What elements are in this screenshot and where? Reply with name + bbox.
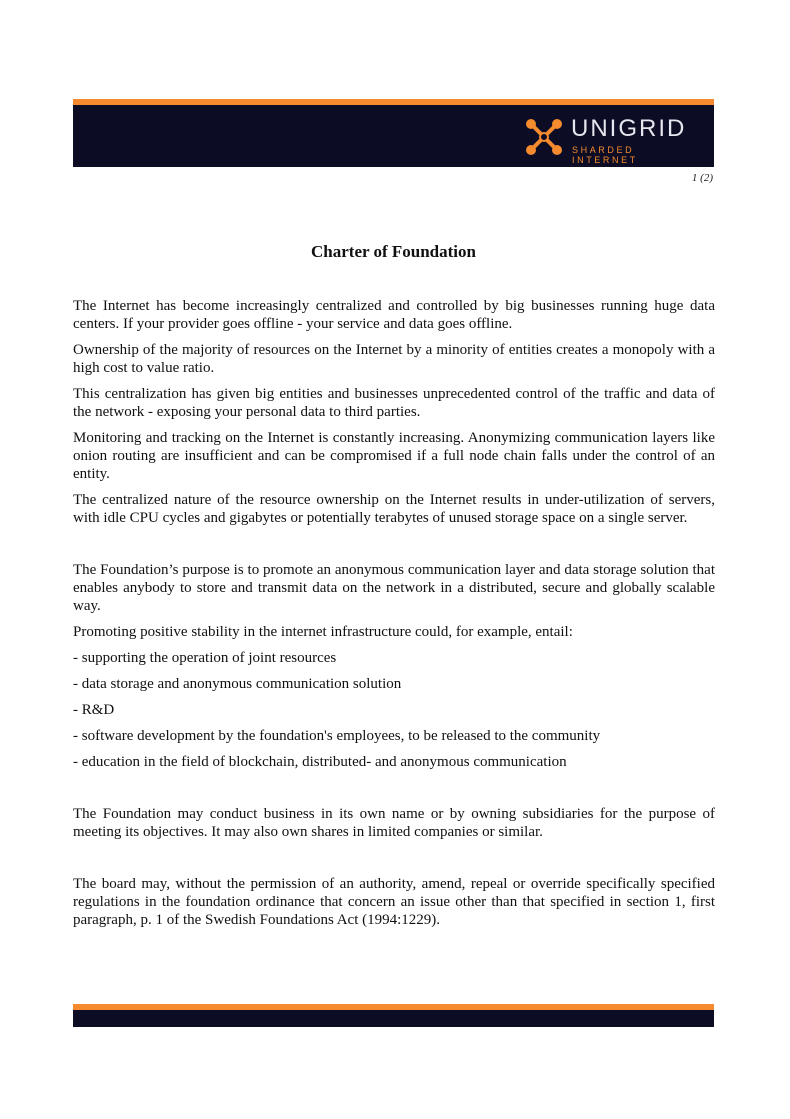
page-number: 1 (2) <box>691 172 713 184</box>
section-gap <box>73 849 715 875</box>
list-item: - supporting the operation of joint resources <box>73 650 337 666</box>
unigrid-logo-mark-icon <box>524 117 564 157</box>
page-header-banner <box>73 99 714 167</box>
section-gap <box>73 779 715 805</box>
document-title: Charter of Foundation <box>311 242 476 261</box>
paragraph: The centralized nature of the resource ownership on the Internet results in under-utilization of servers, with idle CPU cycles and gigabytes or potentially terabytes of unused storage space on a single server. <box>73 492 715 526</box>
paragraph: The Foundation may conduct business in its own name or by owning subsidiaries for the purpose of meeting its objectives. It may also own shares in limited companies or similar. <box>73 806 715 840</box>
paragraph: This centralization has given big entities and businesses unprecedented control of the traffic and data of the network - exposing your personal data to third parties. <box>73 386 715 420</box>
brand-tagline: SHARDED INTERNET <box>572 145 638 165</box>
list-item: - education in the field of blockchain, distributed- and anonymous communication <box>73 754 567 770</box>
paragraph: The Foundation’s purpose is to promote an anonymous communication layer and data storage solution that enables anybody to store and transmit data on the network in a distributed, secure and globally scalable way. <box>73 562 715 614</box>
paragraph: Ownership of the majority of resources on the Internet by a minority of entities creates a monopoly with a high cost to value ratio. <box>73 342 715 376</box>
document-body <box>73 297 715 937</box>
paragraph: The Internet has become increasingly centralized and controlled by big businesses running huge data centers. If your provider goes offline - your service and data goes offline. <box>73 298 715 332</box>
section-gap <box>73 535 715 561</box>
list-item: - data storage and anonymous communication solution <box>73 676 402 692</box>
list-item: - software development by the foundation's employees, to be released to the community <box>73 728 601 744</box>
paragraph: The board may, without the permission of an authority, amend, repeal or override specifically specified regulations in the foundation ordinance that concern an issue other than that specified in section 1, first paragraph, p. 1 of the Swedish Foundations Act (1994:1229). <box>73 876 715 928</box>
paragraph: Monitoring and tracking on the Internet is constantly increasing. Anonymizing communication layers like onion routing are insufficient and can be compromised if a full node chain falls under the control of an entity. <box>73 430 715 482</box>
unigrid-logo <box>524 114 704 165</box>
brand-name: UNIGRID <box>571 115 687 142</box>
paragraph: Promoting positive stability in the internet infrastructure could, for example, entail: <box>73 624 573 640</box>
list-item: - R&D <box>73 702 115 718</box>
page-footer-banner <box>73 1004 714 1027</box>
